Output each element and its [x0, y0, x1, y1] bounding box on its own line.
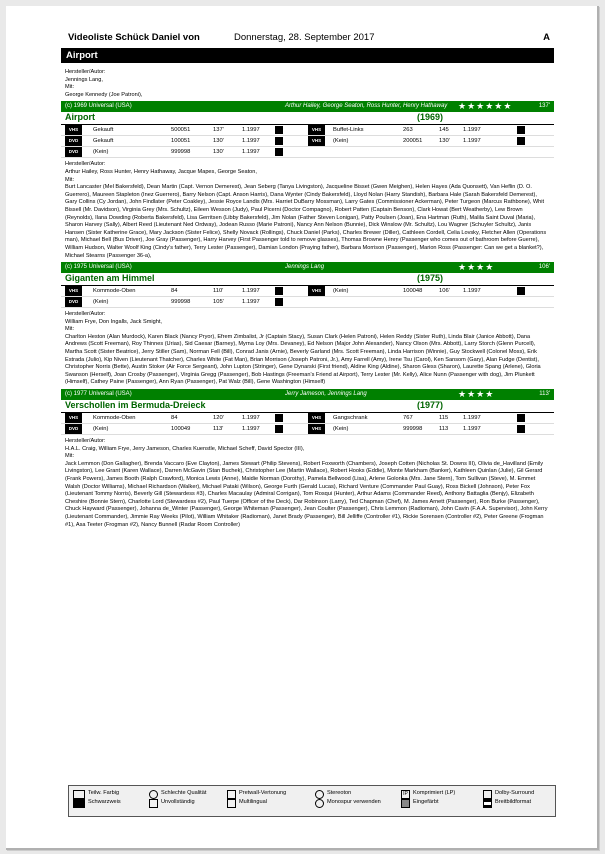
legend-item-compressed: IP Komprimiert (LP) Eingefärbt: [401, 790, 455, 808]
movie-entry: [61, 389, 554, 529]
cast-label: Mit:: [65, 326, 75, 333]
legend-item-quality: Schlechte Qualität Unvollständig: [149, 790, 206, 808]
vhs-icon: VHS: [65, 413, 82, 423]
movie-runtime: 137': [538, 103, 550, 110]
legend-item-audio: Pretwall-Vertonung Multilingual: [227, 790, 286, 808]
multilingual-icon: [227, 799, 236, 808]
media-length: 130': [213, 149, 224, 156]
speaker-icon: [227, 790, 236, 799]
media-row: [61, 125, 554, 136]
cast-label: Mit:: [65, 176, 75, 183]
media-date: 1.1997: [463, 426, 481, 433]
rating-stars-icon: ★★★★: [458, 389, 495, 400]
media-number: 999998: [171, 299, 191, 306]
media-number: 200051: [403, 138, 423, 145]
vhs-icon: VHS: [308, 413, 325, 423]
media-location: Buffet-Links: [333, 127, 364, 134]
movie-title-row: [61, 273, 554, 286]
media-location: (Kein): [333, 426, 349, 433]
media-length: 145: [439, 127, 449, 134]
media-length: 106': [439, 288, 450, 295]
media-row: [61, 147, 554, 158]
movie-title: Airport: [65, 112, 95, 123]
media-length: 130': [439, 138, 450, 145]
movie-entry: [61, 101, 554, 260]
movie-details: [61, 311, 554, 387]
movie-year: (1969): [417, 112, 444, 123]
legend-box: [68, 785, 556, 817]
movie-copyright: (c) 1969 Universal (USA): [65, 103, 132, 110]
widescreen-icon: [275, 414, 283, 422]
cast-list: Burt Lancaster (Mel Bakersfeld), Dean Martin (Capt. Vernon Demerest), Jean Seberg (Tanya Livingston), Jacqueline Bisset (Gwen Meighen), Helen Hayes (Ada Quonsett), Van Heflin (D. O. Guerrero), Maureen Stapleton (Inez Guerrero), Barry Nelson (Capt. Anson Harris), Dana Wynter (Cindy Bakersfeld), Lloyd Nolan (Harry Standish), Barbara Hale (Sarah Bakersfeld Demerest), Gary Collins (Cy Jordan), John Findlater (Peter Coakley), Jessie Royce Landis (Mrs. Harriet DuBarry Mossman), Larry Gates (Commissioner Ackerman), Peter Turgeon (Marcus Rathbone), Whit Bissell (Mr. Davidson), Virginia Grey (Mrs. Schultz), Eileen Wesson (Judy), Paul Picerni (Doctor Compagno), Robert Patten (Captain Benson), Clark Howat (Bert Weatherby), Lew Brown (Reynolds), Ilana Dowding (Roberta Bakersfeld), Lisa Gerritsen (Libby Bakersfeld), Jim Nolan (Father Steven Lonigan), Patty Poulsen (Joan), Ena Hartman (Ruth), Malila Saint Duval (Maria), Sharon Harvey (Sally), Albert Reed (Lieutenant Ned Ordway), Jodean Russo (Marie Patroni), Nancy Ann Nelson (Bunnie), Dick Winslow (Mr. Schultz), Lou Wagner (Schuyler Schultz), Janis Hansen (Sister Katherine Grace), Mary Jackson (Sister Felice), Shelly Novack (Rollings), Chuck Daniel (Parks), Charles Brewer (Diller), Cathleen Cordell, Celia Lovsky, Fletcher Allen (Operations man), Michael Bell (Bus Driver), Joe Gray (Passenger), Harry Harvey (First Passenger told to remove glasses), Thomas Browne Henry (Passenger who comes out of bathroom before Guerre), William Hudson, Walter Woolf King (Cindy's father), Terry Lester (Passenger), Damian London (Praying father), Barbara Morrison (Passenger), Marion Ross (Passenger: Can we get a blanket?), Michael Stearns (Passenger 36-a),: [65, 184, 547, 259]
media-length: 105': [213, 299, 224, 306]
movie-entry: [61, 262, 554, 387]
producer-label: Hersteller/Autor:: [65, 438, 106, 445]
dolby-icon: [517, 137, 525, 145]
movie-details: [61, 438, 554, 529]
widescreen-icon: [275, 298, 283, 306]
media-number: 84: [171, 288, 178, 295]
media-date: 1.1997: [242, 299, 260, 306]
media-location: (Kein): [93, 299, 109, 306]
incomplete-icon: [149, 799, 158, 808]
widescreen-icon: [483, 799, 492, 808]
dvd-icon: DVD: [65, 424, 82, 434]
vhs-icon: VHS: [308, 136, 325, 146]
media-date: 1.1997: [242, 138, 260, 145]
media-length: 113: [439, 426, 449, 433]
movie-credits: Arthur Hailey, George Seaton, Ross Hunter, Henry Hathaway: [285, 103, 448, 110]
media-length: 113': [213, 426, 224, 433]
media-length: 110': [213, 288, 224, 295]
vhs-icon: VHS: [65, 125, 82, 135]
producer-names: William Frye, Don Ingalls, Jack Smight,: [65, 318, 162, 325]
media-location: Gekauft: [93, 127, 114, 134]
media-date: 1.1997: [463, 415, 481, 422]
vhs-icon: VHS: [65, 286, 82, 296]
producer-label: Hersteller/Autor:: [65, 161, 106, 168]
dvd-icon: DVD: [65, 297, 82, 307]
media-number: 84: [171, 415, 178, 422]
mono-icon: [315, 799, 324, 808]
media-location: (Kein): [93, 149, 109, 156]
media-location: Kommode-Oben: [93, 415, 136, 422]
intro-label: Hersteller/Autor:: [65, 69, 106, 75]
list-title: Videoliste Schück Daniel von: [68, 32, 200, 43]
media-location: (Kein): [93, 426, 109, 433]
media-length: 130': [213, 138, 224, 145]
intro-producer: Jennings Lang,: [65, 76, 103, 83]
movie-info-bar: [61, 389, 554, 400]
movie-title: Giganten am Himmel: [65, 273, 155, 284]
media-number: 263: [403, 127, 413, 134]
rating-stars-icon: ★★★★: [458, 262, 495, 273]
legend-item-dolby: Dolby-Surround Breitbildformat: [483, 790, 534, 808]
media-row: [61, 424, 554, 435]
vhs-icon: VHS: [308, 424, 325, 434]
media-date: 1.1997: [463, 288, 481, 295]
dolby-icon: [517, 425, 525, 433]
dvd-icon: DVD: [65, 147, 82, 157]
producer-names: H.A.L. Craig, William Frye, Jerry Jameson, Charles Kuenstle, Michael Scheff, David Spector (III),: [65, 445, 305, 452]
legend-item-stereo: Stereoton Monospur verwenden: [315, 790, 381, 808]
media-row: [61, 286, 554, 297]
media-location: (Kein): [333, 288, 349, 295]
media-date: 1.1997: [463, 138, 481, 145]
media-date: 1.1997: [242, 149, 260, 156]
dolby-icon: [517, 287, 525, 295]
movie-copyright: (c) 1977 Universal (USA): [65, 391, 132, 398]
movie-year: (1977): [417, 400, 444, 411]
smiley-icon: [149, 790, 158, 799]
widescreen-icon: [275, 126, 283, 134]
tinted-icon: [401, 799, 410, 808]
stereo-icon: [315, 790, 324, 799]
intro-cast: George Kennedy (Joe Patroni),: [65, 91, 143, 98]
cast-label: Mit:: [65, 453, 75, 460]
media-length: 137': [213, 127, 224, 134]
media-number: 100049: [171, 426, 191, 433]
section-intro: [61, 69, 554, 99]
movie-info-bar: [61, 262, 554, 273]
widescreen-icon: [275, 287, 283, 295]
lp-icon: IP: [401, 790, 410, 799]
movie-details: [61, 161, 554, 260]
vhs-icon: VHS: [308, 286, 325, 296]
dolby-icon: [517, 414, 525, 422]
media-length: 115: [439, 415, 449, 422]
movie-title-row: [61, 112, 554, 125]
intro-with-label: Mit:: [65, 84, 75, 91]
movie-runtime: 106': [538, 264, 550, 271]
film-icon: [73, 790, 85, 799]
dvd-icon: DVD: [65, 136, 82, 146]
media-number: 100051: [171, 138, 191, 145]
media-location: Kommode-Oben: [93, 288, 136, 295]
widescreen-icon: [275, 425, 283, 433]
media-number: 999998: [171, 149, 191, 156]
media-location: Gangschrank: [333, 415, 368, 422]
dolby-icon: [483, 790, 492, 799]
media-row: [61, 297, 554, 308]
media-number: 999998: [403, 426, 423, 433]
widescreen-icon: [275, 148, 283, 156]
movie-year: (1975): [417, 273, 444, 284]
media-date: 1.1997: [463, 127, 481, 134]
rating-stars-icon: ★★★★★★: [458, 101, 513, 112]
movie-title: Verschollen im Bermuda-Dreieck: [65, 400, 206, 411]
movie-list: [61, 101, 554, 529]
producer-names: Arthur Hailey, Ross Hunter, Henry Hathaway, Jacque Mapes, George Seaton,: [65, 168, 257, 175]
movie-credits: Jennings Lang: [285, 264, 325, 271]
cast-list: Charlton Heston (Alan Murdock), Karen Black (Nancy Pryor), Efrem Zimbalist, Jr (Captain Stacy), Susan Clark (Helen Patroni), Helen Reddy (Sister Ruth), Linda Blair (Janice Abbott), Dana Andrews (Scott Freeman), Roy Thinnes (Urias), Sid Caesar (Barney), Myrna Loy (Mrs. Devaney), Ed Nelson (Major John Alexander), Nancy Olson (Mrs. Abbott), Larry Storch (Glenn Purcell), Martha Scott (Sister Beatrice), Jerry Stiller (Sam), Norman Fell (Bill), Conrad Janis (Arnie), Beverly Garland (Mrs. Scott Freeman), Linda Harrison (Winnie), Guy Stockwell (Colonel Moss), Erik Estrada (Julio), Kip Niven (Lieutenant Thatcher), Charles White (Fat Man), Brian Morrison (Joseph Patroni, Jr.), Amy Farrell (Amy), Irene Tsu (Carol), Ken Sansom (Gary), Alan Fudge (Dentist), Christopher Norris (Bette), Austin Stoker (Air Force Sergeant), John Lupton (Stringer), Gene Dynarski (First friend), Aldine King (Aldine), Sharon Gless (Sharon), Laurette Spang (Arlene), Gloria Swanson (Herself), Joan Crosby (Passenger), Virginia Gregg (Passenger), Bob Hastings (Freeman's Friend at Airport), Terry Lester (Mr. Kelly), Alice Nunn (Passenger with dog), Jim Plunkett (Himself), Cathey Paine (Passenger), Ann Ryan (Passenger), Pat Walz (Bill), Gene Washington (Himself): [65, 333, 541, 386]
dolby-icon: [517, 126, 525, 134]
media-length: 120': [213, 415, 224, 422]
media-number: 767: [403, 415, 413, 422]
legend-item-color: Teilw. Farbig Schwarzweis: [73, 790, 121, 808]
list-date: Donnerstag, 28. September 2017: [234, 32, 375, 43]
media-location: (Kein): [333, 138, 349, 145]
widescreen-icon: [275, 137, 283, 145]
media-number: 500051: [171, 127, 191, 134]
movie-credits: Jerry Jameson, Jennings Lang: [285, 391, 367, 398]
page-content: [61, 32, 554, 531]
vhs-icon: VHS: [308, 125, 325, 135]
document-page: [6, 6, 599, 850]
media-number: 100048: [403, 288, 423, 295]
list-letter: A: [543, 32, 550, 43]
media-date: 1.1997: [242, 127, 260, 134]
media-row: [61, 136, 554, 147]
movie-runtime: 113': [539, 391, 550, 398]
producer-label: Hersteller/Autor:: [65, 311, 106, 318]
movie-title-row: [61, 400, 554, 413]
page-header: [61, 32, 554, 46]
cast-list: Jack Lemmon (Don Gallagher), Brenda Vaccaro (Eve Clayton), James Stewart (Philip Stevens), Robert Foxworth (Chambers), Joseph Cotten (Nicholas St. Downs III), Olivia de_Havilland (Emily Livingston), Lee Grant (Karen Wallace), Darren McGavin (Stan Buchek), Christopher Lee (Martin Wallace), Robert Hooks (Eddie), Monte Markham (Banker), Kathleen Quinlan (Julie), Gil Gerard (Frank Powers), James Booth (Ralph Crawford), Monica Lewis (Anne), Maidie Norman (Dorothy), Pamela Bellwood (Lisa), Arlene Golonka (Mrs. Jane Stern), Tom Sullivan (Steve), M. Emmet Walsh (Doctor Williams), Michael Richardson (Walker), Michael Pataki (Wilson), George Furth (Gerald Lucas), Richard Venture (Commander Paul Guay), Ross Bickell (Johnson), Peter Fox (Lieutenant Tommy Norris), Beverly Gill (Stewardess #3), Charles Macaulay (Admiral Corrigan), Tom Rosqui (Hunter), Arthur Adams (Commander Reed), Anthony Battaglia (Benjy), Elizabeth Cheshire (Bonnie Stern), Charlotte Lord (Stewardess #2), Paul Tuerpe (Officer of the Deck), Dar Robinson (Larry), Ted Chapman (Chef), M. James Arnett (Passenger), Ron Burke (Passenger), Chuck Hayward (Passenger), Johanna de_Winter (Passenger), George Whiteman (Passenger), Jean Coulter (Passenger), Chris Lemmon (Radioman), John Cavin (F.A.A. Supervisor), John Kerry (Lieutenant Commander), Jimmie Ray Weeks (Pilot), William Whitaker (Radioman), Janet Brady (Passenger), Bill Jelliffe (Controller #1), Rickie Sorensen (Controller #2), Peter Greene (Frogman #1), Asa Teeter (Frogman #2), Nancy Bunnell (Radar Room Controller): [65, 460, 548, 528]
movie-copyright: (c) 1975 Universal (USA): [65, 264, 132, 271]
media-date: 1.1997: [242, 415, 260, 422]
film-bw-icon: [73, 799, 85, 808]
media-row: [61, 413, 554, 424]
movie-info-bar: [61, 101, 554, 112]
media-date: 1.1997: [242, 426, 260, 433]
media-date: 1.1997: [242, 288, 260, 295]
section-title: Airport: [61, 49, 554, 63]
media-location: Gekauft: [93, 138, 114, 145]
